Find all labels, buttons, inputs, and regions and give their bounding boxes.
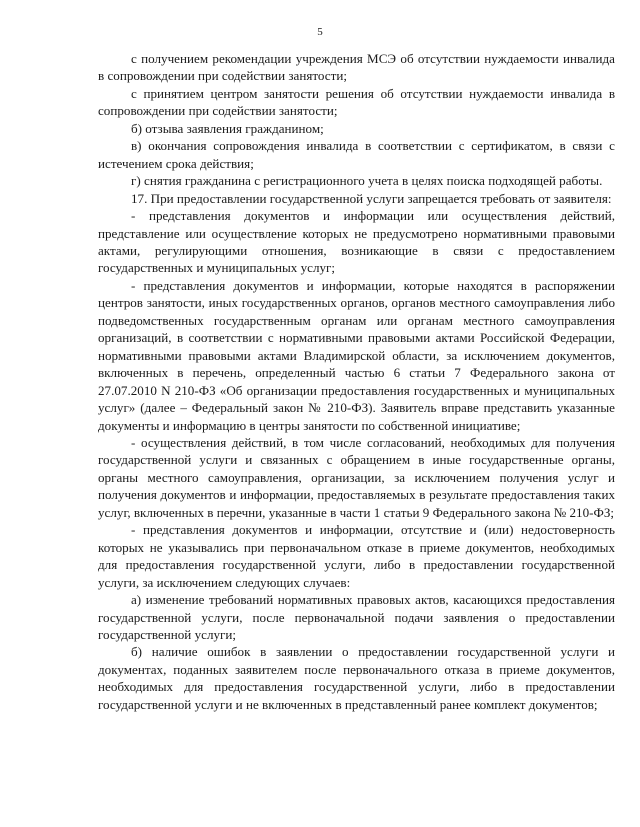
paragraph-bullet-approvals: - осуществления действий, в том числе согласований, необходимых для получения государственной услуги и связанных с обращением в иные государственные органы, органы местного самоуправления, организации, за исключением получения услуг и получения документов и информации, предоставляемых в результате предоставления таких услуг, включенных в перечни, указанные в части 1 статьи 9 Федерального закона № 210-ФЗ; [98,434,615,520]
paragraph-section-17-heading: 17. При предоставлении государственной услуги запрещается требовать от заявителя: [131,190,612,206]
paragraph-case-a-requirements-change: а) изменение требований нормативных правовых актов, касающихся предоставления государственной услуги, после первоначальной подачи заявления о предоставлении государственной услуги; [98,592,615,642]
document-body [98,50,615,713]
paragraph-item-v-end-of-support: в) окончания сопровождения инвалида в соответствии с сертификатом, в связи с истечением срока действия; [98,138,615,171]
paragraph-item-b-withdrawal: б) отзыва заявления гражданином; [131,120,324,136]
paragraph-bullet-not-required-documents: - представления документов и информации или осуществления действий, представление или осуществление которых не предусмотрено нормативными правовыми актами, регулирующими отношения, возникающие в связи с предоставлением государственных и муниципальных услуг; [98,208,615,276]
paragraph-center-decision: с принятием центром занятости решения об отсутствии нуждаемости инвалида в сопровождении при содействии занятости; [98,85,615,119]
paragraph-msee-recommendation: с получением рекомендации учреждения МСЭ об отсутствии нуждаемости инвалида в сопровождении при содействии занятости; [98,51,615,84]
paragraph-bullet-documents-in-possession: - представления документов и информации, которые находятся в распоряжении центров занятости, иных государственных органов, органов местного самоуправления либо подведомственных государственным органам или органам местного самоуправления организаций, в соответствии с нормативными правовыми актами Российской Федерации, нормативными правовыми актами Владимирской области, за исключением документов, включенных в перечень, определенный частью 6 статьи 7 Федерального закона от 27.07.2010 N 210-ФЗ «Об организации предоставления государственных и муниципальных услуг» (далее – Федеральный закон № 210-ФЗ). Заявитель вправе представить указанные документы и информацию в центры занятости по собственной инициативе; [98,277,615,433]
paragraph-item-g-deregistration: г) снятия гражданина с регистрационного учета в целях поиска подходящей работы. [131,173,603,189]
paragraph-case-b-errors: б) наличие ошибок в заявлении о предоставлении государственной услуги и документах, поданных заявителем после первоначального отказа в приеме документов, необходимых для предоставления государственной услуги, либо в предоставлении государственной услуги и не включенных в представленный ранее комплект документов; [98,644,615,712]
paragraph-bullet-missing-documents: - представления документов и информации, отсутствие и (или) недостоверность которых не указывались при первоначальном отказе в приеме документов, необходимых для предоставления государственной услуги, либо в предоставлении государственной услуги, за исключением следующих случаев: [98,522,615,590]
page-number: 5 [317,26,323,38]
